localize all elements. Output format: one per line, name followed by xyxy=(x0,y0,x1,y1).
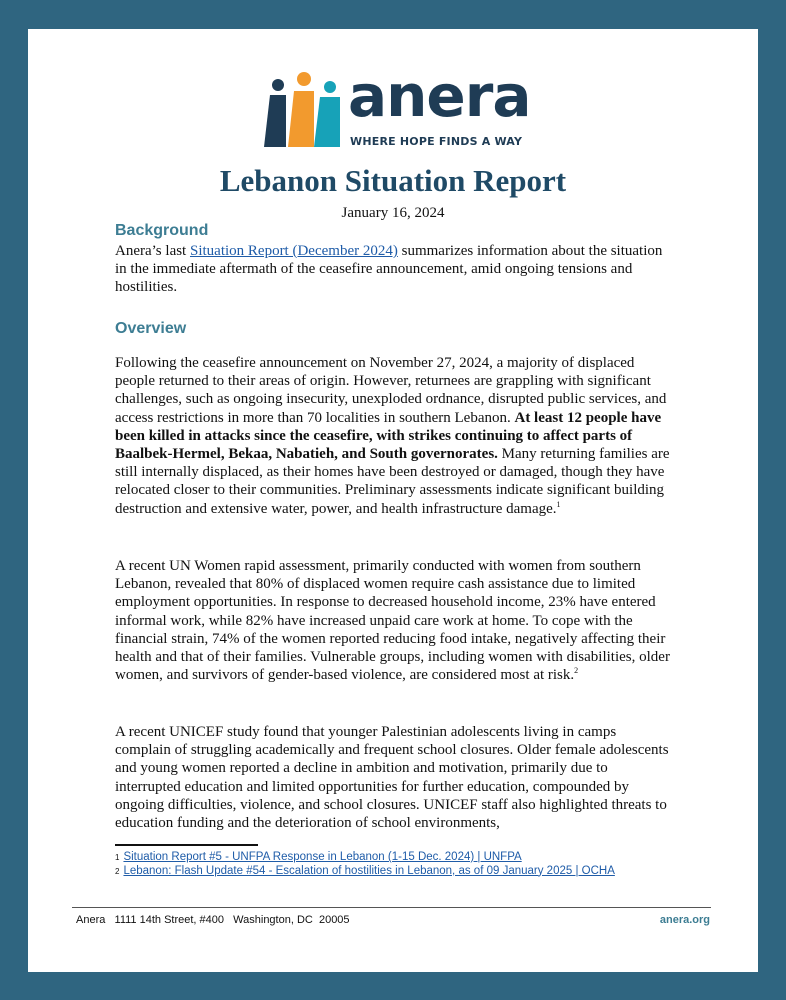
background-text-start: Anera’s last xyxy=(115,243,190,259)
overview-paragraph-2 xyxy=(115,557,675,684)
overview-p2-text: A recent UN Women rapid assessment, primarily conducted with women from southern Lebanon, revealed that 80% of displaced women require cash assistance due to limited employment opportunities. In response to decreased household income, 23% have entered informal work, while 82% have increased unpaid care work at home. To cope with the financial strain, 74% of the women reported reducing food intake, negatively affecting their health and that of their families. Vulnerable groups, including women with disabilities, older women, and survivors of gender-based violence, are considered most at risk. xyxy=(115,558,670,684)
situation-report-link[interactable]: Situation Report (December 2024) xyxy=(189,243,398,259)
background-paragraph xyxy=(115,242,675,297)
footer-website-link[interactable]: anera.org xyxy=(659,914,710,926)
anera-logo xyxy=(264,62,534,153)
footnote-ref-1: 1 xyxy=(556,499,561,509)
background-text-end: summarizes information about the situation in the immediate aftermath of the ceasefire announcement, amid ongoing tensions and hostilities. xyxy=(115,243,663,296)
overview-p1-start: Following the ceasefire announcement on November 27, 2024, a majority of displaced people returned to their areas of origin. However, returnees are grappling with significant challenges, such as ongoing insecurity, unexploded ordnance, disrupted public services, and access restrictions in more than 70 localities in southern Lebanon. xyxy=(115,355,667,426)
footnote-ref-2: 2 xyxy=(574,666,579,676)
footnote-divider xyxy=(115,844,258,846)
footnote-1-link[interactable]: Situation Report #5 - UNFPA Response in Lebanon (1-15 Dec. 2024) | UNFPA xyxy=(123,851,522,863)
overview-paragraph-1 xyxy=(115,354,675,518)
background-heading: Background xyxy=(115,222,209,239)
report-date: January 16, 2024 xyxy=(341,205,445,221)
overview-p1-end: Many returning families are still internally displaced, as their homes have been destroyed or damaged, though they have relocated closer to their communities. Preliminary assessments indicate significant building destruction and extensive water, power, and health infrastructure damage. xyxy=(115,446,670,517)
overview-p1-highlight: At least 12 people have been killed in attacks since the ceasefire, with strikes continuing to affect parts of Baalbek-Hermel, Bekaa, Nabatieh, and South governorates. xyxy=(115,409,662,463)
brand-wordmark: anera xyxy=(348,62,531,130)
brand-tagline: WHERE HOPE FINDS A WAY xyxy=(350,135,523,148)
footer-address: Anera 1111 14th Street, #400 Washington, DC 20005 xyxy=(76,914,350,926)
overview-paragraph-3: A recent UNICEF study found that younger Palestinian adolescents living in camps complain of struggling academically and frequent school closures. Older female adolescents and young women reported a decline in ambition and motivation, primarily due to interrupted education and limited opportunities for further education, compounded by ongoing difficulties, violence, and school closures. UNICEF staff also highlighted threats to education funding and the deterioration of school environments, xyxy=(115,724,669,832)
overview-heading: Overview xyxy=(115,320,187,337)
page-footer xyxy=(76,914,710,926)
footnotes xyxy=(115,851,615,878)
footnote-2: $^2$ Lebanon: Flash Update #54 - Escalation of hostilities in Lebanon, as of 09 January 2025 | OCHA xyxy=(115,864,615,877)
people-logo-icon xyxy=(264,71,348,153)
footnote-2-link[interactable]: Lebanon: Flash Update #54 - Escalation of hostilities in Lebanon, as of 09 January 2025 | OCHA xyxy=(123,864,615,877)
document-page xyxy=(28,29,758,972)
report-title: Lebanon Situation Report xyxy=(219,163,567,198)
footnote-1: $^1$ Situation Report #5 - UNFPA Response in Lebanon (1-15 Dec. 2024) | UNFPA xyxy=(115,851,522,863)
footer-divider xyxy=(72,907,711,908)
